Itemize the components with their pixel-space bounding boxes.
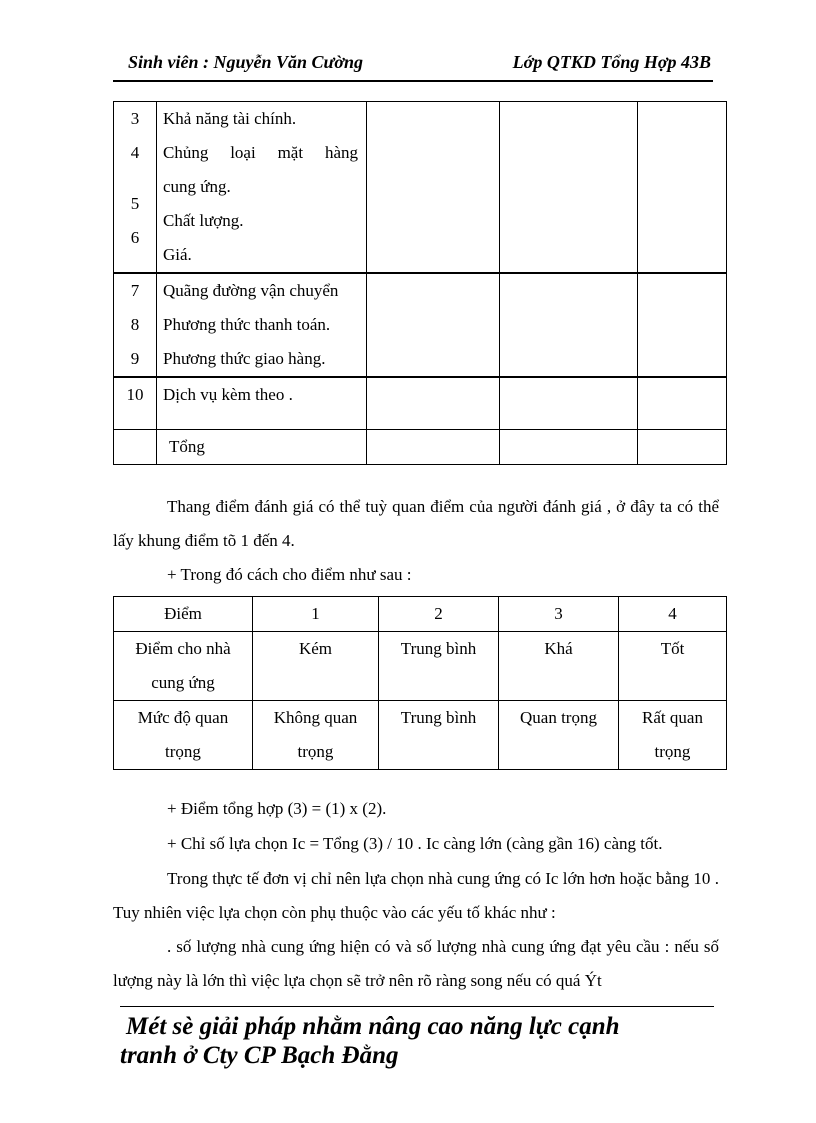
table-cell: Rất quan trọng [619, 701, 727, 770]
header-cell: 2 [379, 597, 499, 632]
footer-title-line2: tranh ở Cty CP Bạch Đằng [120, 1042, 399, 1069]
footer-divider [120, 1006, 714, 1007]
score-table [113, 596, 727, 770]
row-label: Điểm cho nhà cung ứng [114, 632, 253, 701]
criteria-numbers: 3 4 5 6 [114, 102, 157, 274]
table-cell [367, 102, 500, 274]
table-cell [500, 430, 638, 465]
page-footer [120, 1012, 720, 1070]
table-cell [638, 430, 727, 465]
table-row [114, 430, 727, 465]
table-cell: Trung bình [379, 632, 499, 701]
table-cell [638, 273, 727, 377]
table-cell [500, 102, 638, 274]
table-cell: Quan trọng [499, 701, 619, 770]
student-name: Sinh viên : Nguyễn Văn Cường [128, 52, 363, 72]
table-cell [367, 273, 500, 377]
paragraph-scale: Thang điểm đánh giá có thể tuỳ quan điểm của người đánh giá , ở đây ta có thể lấy khung điểm tõ 1 đến 4. [113, 497, 719, 550]
table-row [114, 273, 727, 377]
table-row [114, 377, 727, 430]
paragraph-practice: Trong thực tế đơn vị chỉ nên lựa chọn nhà cung ứng có Ic lớn hơn hoặc bằng 10 . Tuy nhiên việc lựa chọn còn phụ thuộc vào các yếu tố khác như : [113, 869, 719, 922]
page-header [113, 52, 713, 76]
paragraph-index: + Chỉ số lựa chọn Ic = Tổng (3) / 10 . Ic càng lớn (càng gần 16) càng tốt. [167, 834, 663, 853]
paragraph-scoring-intro: + Trong đó cách cho điểm như sau : [167, 565, 412, 584]
table-cell [500, 273, 638, 377]
row-label: Mức độ quan trọng [114, 701, 253, 770]
table-row [114, 102, 727, 274]
table-cell: Kém [253, 632, 379, 701]
criteria-labels: Khả năng tài chính. Chủng loại mặt hàng cung ứng. Chất lượng. Giá. [157, 102, 367, 274]
class-name: Lớp QTKD Tổng Hợp 43B [512, 52, 711, 72]
table-cell [114, 430, 157, 465]
paragraph-supplier-count: . số lượng nhà cung ứng hiện có và số lượng nhà cung ứng đạt yêu cầu : nếu số lượng này là lớn thì việc lựa chọn sẽ trở nên rõ ràng song nếu có quá Ýt [113, 937, 719, 990]
criteria-labels: Dịch vụ kèm theo . [157, 377, 367, 430]
header-cell: 1 [253, 597, 379, 632]
criteria-table [113, 101, 727, 465]
table-cell [638, 377, 727, 430]
table-cell [500, 377, 638, 430]
criteria-numbers: 10 [114, 377, 157, 430]
table-cell: Không quan trọng [253, 701, 379, 770]
table-cell [367, 430, 500, 465]
header-cell: Điểm [114, 597, 253, 632]
criteria-labels: Quãng đường vận chuyển Phương thức thanh toán. Phương thức giao hàng. [157, 273, 367, 377]
table-cell [638, 102, 727, 274]
table-cell [367, 377, 500, 430]
table-row [114, 632, 727, 701]
header-cell: 4 [619, 597, 727, 632]
table-cell: Tốt [619, 632, 727, 701]
footer-title-line1: Mét sè giải pháp nhằm nâng cao năng lực cạnh [126, 1013, 620, 1040]
header-cell: 3 [499, 597, 619, 632]
table-row [114, 701, 727, 770]
total-label-cell [157, 430, 367, 465]
total-label: Tổng [169, 437, 205, 456]
table-row [114, 597, 727, 632]
header-divider [113, 80, 713, 82]
table-cell: Trung bình [379, 701, 499, 770]
criteria-numbers: 7 8 9 [114, 273, 157, 377]
paragraph-formula: + Điểm tổng hợp (3) = (1) x (2). [167, 799, 387, 818]
table-cell: Khá [499, 632, 619, 701]
